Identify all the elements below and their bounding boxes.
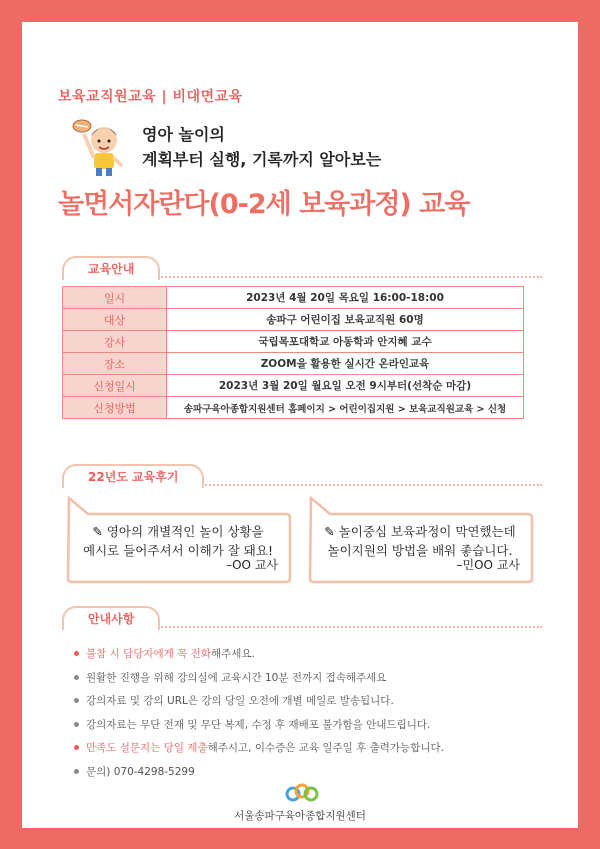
info-table xyxy=(62,286,524,419)
section-title-notices: 안내사항 xyxy=(88,612,135,626)
child-illustration-icon xyxy=(70,116,132,180)
table-row xyxy=(63,309,524,331)
row-label: 장소 xyxy=(63,353,167,375)
row-label: 대상 xyxy=(63,309,167,331)
row-value: 2023년 3월 20일 월요일 오전 9시부터(선착순 마감) xyxy=(167,375,524,397)
review-text-1: ✎ 영아의 개별적인 놀이 상황을 xyxy=(92,524,264,539)
main-title: 놀면서자란다(0-2세 보육과정) 교육 xyxy=(58,189,470,220)
list-item: 원활한 진행을 위해 강의실에 교육시간 10분 전까지 접속해주세요 xyxy=(86,670,444,694)
list-item: 만족도 설문지는 당일 제출해주시고, 이수증은 교육 일주일 후 출력가능합니다. xyxy=(86,740,444,764)
row-value: 송파구육아종합지원센터 홈페이지 > 어린이집지원 > 보육교직원교육 > 신청 xyxy=(167,397,524,419)
list-item: 문의) 070-4298-5299 xyxy=(86,764,444,788)
review-bubble xyxy=(64,496,292,584)
review-text-2: 놀이지원의 방법을 배워 좋습니다. xyxy=(327,543,513,558)
row-value: 2023년 4월 20일 목요일 16:00-18:00 xyxy=(167,287,524,309)
row-label: 신청일시 xyxy=(63,375,167,397)
row-value: 송파구 어린이집 보육교직원 60명 xyxy=(167,309,524,331)
list-item: 강의자료는 무단 전재 및 무단 복제, 수정 후 재배포 불가함을 안내드립니다. xyxy=(86,717,444,741)
review-author: –민OO 교사 xyxy=(456,558,520,572)
row-value: ZOOM을 활용한 실시간 온라인교육 xyxy=(167,353,524,375)
table-row xyxy=(63,353,524,375)
row-label: 신청방법 xyxy=(63,397,167,419)
review-text-1: ✎ 놀이중심 보육과정이 막연했는데 xyxy=(324,524,516,539)
review-bubble xyxy=(306,496,534,584)
footer-org-name: 서울송파구육아종합지원센터 xyxy=(234,810,366,822)
row-label: 강사 xyxy=(63,331,167,353)
table-row xyxy=(63,287,524,309)
title-line-2: 계획부터 실행, 기록까지 알아보는 xyxy=(142,150,382,169)
section-header-info xyxy=(62,258,542,280)
category-label: 보육교직원교육 | 비대면교육 xyxy=(58,89,243,105)
section-title-reviews: 22년도 교육후기 xyxy=(88,470,179,484)
review-author: –OO 교사 xyxy=(226,558,278,572)
table-row xyxy=(63,331,524,353)
row-label: 일시 xyxy=(63,287,167,309)
row-value: 국립목포대학교 아동학과 안지혜 교수 xyxy=(167,331,524,353)
section-header-reviews xyxy=(62,466,542,488)
table-row xyxy=(63,375,524,397)
list-item: 불참 시 담당자에게 꼭 전화해주세요. xyxy=(86,646,444,670)
title-line-1: 영아 놀이의 xyxy=(142,125,225,144)
section-title-info: 교육안내 xyxy=(88,262,135,276)
center-logo-icon xyxy=(285,782,319,804)
table-row xyxy=(63,397,524,419)
list-item: 강의자료 및 강의 URL은 강의 당일 오전에 개별 메일로 발송됩니다. xyxy=(86,693,444,717)
section-header-notices xyxy=(62,608,542,630)
review-text-2: 예시로 들어주셔서 이해가 잘 돼요! xyxy=(83,543,273,558)
notice-list xyxy=(86,646,444,787)
